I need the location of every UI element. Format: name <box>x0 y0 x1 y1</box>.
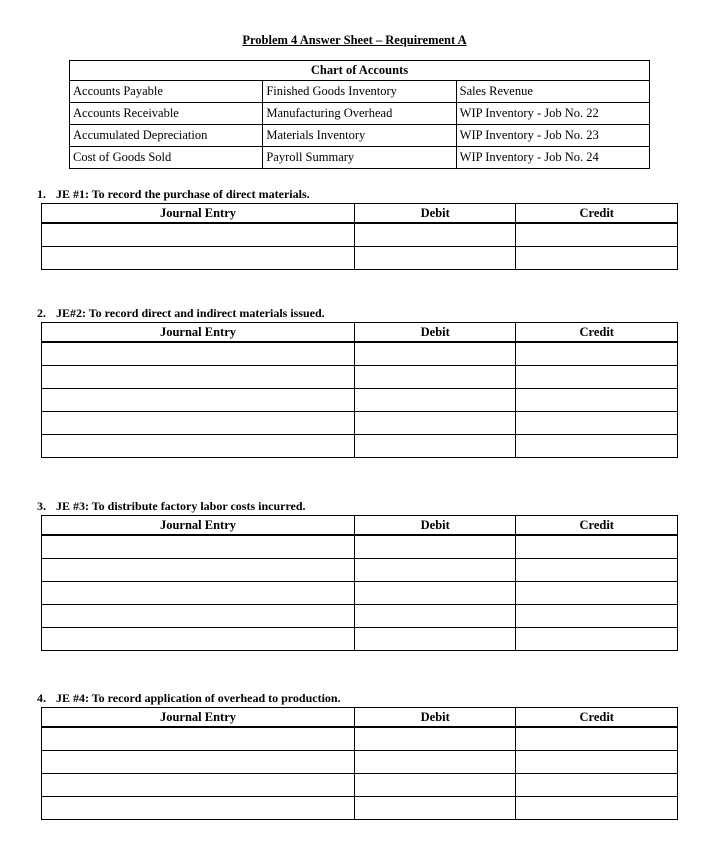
table-row <box>42 727 678 751</box>
table-row <box>42 774 678 797</box>
table-row <box>42 366 678 389</box>
credit-cell[interactable] <box>516 535 678 559</box>
journal-entry-header: Journal Entry <box>42 204 355 224</box>
debit-cell[interactable] <box>354 247 516 270</box>
account-name: WIP Inventory - Job No. 22 <box>456 103 649 125</box>
journal-entry-cell[interactable] <box>42 435 355 458</box>
credit-cell[interactable] <box>516 559 678 582</box>
journal-entry-cell[interactable] <box>42 389 355 412</box>
debit-cell[interactable] <box>354 628 516 651</box>
chart-of-accounts-heading: Chart of Accounts <box>70 61 650 81</box>
account-name: Materials Inventory <box>263 125 456 147</box>
account-name: Accounts Receivable <box>70 103 263 125</box>
debit-cell[interactable] <box>354 797 516 820</box>
table-row <box>42 342 678 366</box>
credit-cell[interactable] <box>516 366 678 389</box>
credit-cell[interactable] <box>516 223 678 247</box>
credit-cell[interactable] <box>516 797 678 820</box>
table-row <box>42 223 678 247</box>
journal-entry-cell[interactable] <box>42 247 355 270</box>
journal-entry-cell[interactable] <box>42 582 355 605</box>
table-row <box>42 412 678 435</box>
journal-entry-cell[interactable] <box>42 342 355 366</box>
debit-cell[interactable] <box>354 435 516 458</box>
journal-table-je2 <box>41 322 678 458</box>
debit-cell[interactable] <box>354 582 516 605</box>
journal-entry-cell[interactable] <box>42 412 355 435</box>
credit-cell[interactable] <box>516 751 678 774</box>
debit-cell[interactable] <box>354 366 516 389</box>
table-row <box>42 582 678 605</box>
debit-cell[interactable] <box>354 559 516 582</box>
credit-cell[interactable] <box>516 247 678 270</box>
journal-entry-cell[interactable] <box>42 628 355 651</box>
debit-header: Debit <box>354 516 516 536</box>
debit-cell[interactable] <box>354 223 516 247</box>
debit-header: Debit <box>354 323 516 343</box>
journal-table-je4 <box>41 707 678 820</box>
journal-entry-cell[interactable] <box>42 559 355 582</box>
debit-cell[interactable] <box>354 342 516 366</box>
credit-header: Credit <box>516 516 678 536</box>
table-row <box>42 535 678 559</box>
journal-entry-cell[interactable] <box>42 223 355 247</box>
table-row <box>42 797 678 820</box>
section-heading-je2: 2. JE#2: To record direct and indirect materials issued. <box>37 306 325 320</box>
section-heading-je4: 4. JE #4: To record application of overhead to production. <box>37 691 341 705</box>
debit-cell[interactable] <box>354 727 516 751</box>
credit-header: Credit <box>516 204 678 224</box>
credit-cell[interactable] <box>516 435 678 458</box>
table-row <box>42 605 678 628</box>
account-name: Sales Revenue <box>456 81 649 103</box>
account-name: WIP Inventory - Job No. 23 <box>456 125 649 147</box>
journal-entry-cell[interactable] <box>42 727 355 751</box>
table-row <box>42 389 678 412</box>
journal-entry-header: Journal Entry <box>42 708 355 728</box>
account-name: Finished Goods Inventory <box>263 81 456 103</box>
table-row <box>70 147 650 169</box>
journal-table-je3 <box>41 515 678 651</box>
table-row <box>70 103 650 125</box>
debit-cell[interactable] <box>354 751 516 774</box>
account-name: Payroll Summary <box>263 147 456 169</box>
table-row <box>42 628 678 651</box>
section-heading-je3: 3. JE #3: To distribute factory labor costs incurred. <box>37 499 306 513</box>
debit-cell[interactable] <box>354 412 516 435</box>
credit-cell[interactable] <box>516 342 678 366</box>
debit-cell[interactable] <box>354 774 516 797</box>
table-row <box>42 751 678 774</box>
debit-cell[interactable] <box>354 605 516 628</box>
journal-entry-cell[interactable] <box>42 774 355 797</box>
journal-entry-cell[interactable] <box>42 605 355 628</box>
credit-cell[interactable] <box>516 605 678 628</box>
account-name: Cost of Goods Sold <box>70 147 263 169</box>
credit-cell[interactable] <box>516 628 678 651</box>
journal-entry-cell[interactable] <box>42 366 355 389</box>
debit-header: Debit <box>354 708 516 728</box>
credit-cell[interactable] <box>516 727 678 751</box>
journal-table-je1 <box>41 203 678 270</box>
section-heading-je1: 1. JE #1: To record the purchase of direct materials. <box>37 187 310 201</box>
table-row <box>42 247 678 270</box>
credit-cell[interactable] <box>516 389 678 412</box>
table-row <box>70 125 650 147</box>
journal-entry-header: Journal Entry <box>42 323 355 343</box>
account-name: Accounts Payable <box>70 81 263 103</box>
journal-entry-header: Journal Entry <box>42 516 355 536</box>
chart-of-accounts-table <box>69 60 650 169</box>
table-row <box>42 559 678 582</box>
credit-cell[interactable] <box>516 412 678 435</box>
account-name: Accumulated Depreciation <box>70 125 263 147</box>
account-name: Manufacturing Overhead <box>263 103 456 125</box>
credit-header: Credit <box>516 323 678 343</box>
table-row <box>70 81 650 103</box>
journal-entry-cell[interactable] <box>42 535 355 559</box>
debit-cell[interactable] <box>354 389 516 412</box>
table-row <box>42 435 678 458</box>
debit-cell[interactable] <box>354 535 516 559</box>
credit-cell[interactable] <box>516 774 678 797</box>
credit-header: Credit <box>516 708 678 728</box>
credit-cell[interactable] <box>516 582 678 605</box>
journal-entry-cell[interactable] <box>42 751 355 774</box>
debit-header: Debit <box>354 204 516 224</box>
journal-entry-cell[interactable] <box>42 797 355 820</box>
page-title: Problem 4 Answer Sheet – Requirement A <box>242 33 467 47</box>
account-name: WIP Inventory - Job No. 24 <box>456 147 649 169</box>
